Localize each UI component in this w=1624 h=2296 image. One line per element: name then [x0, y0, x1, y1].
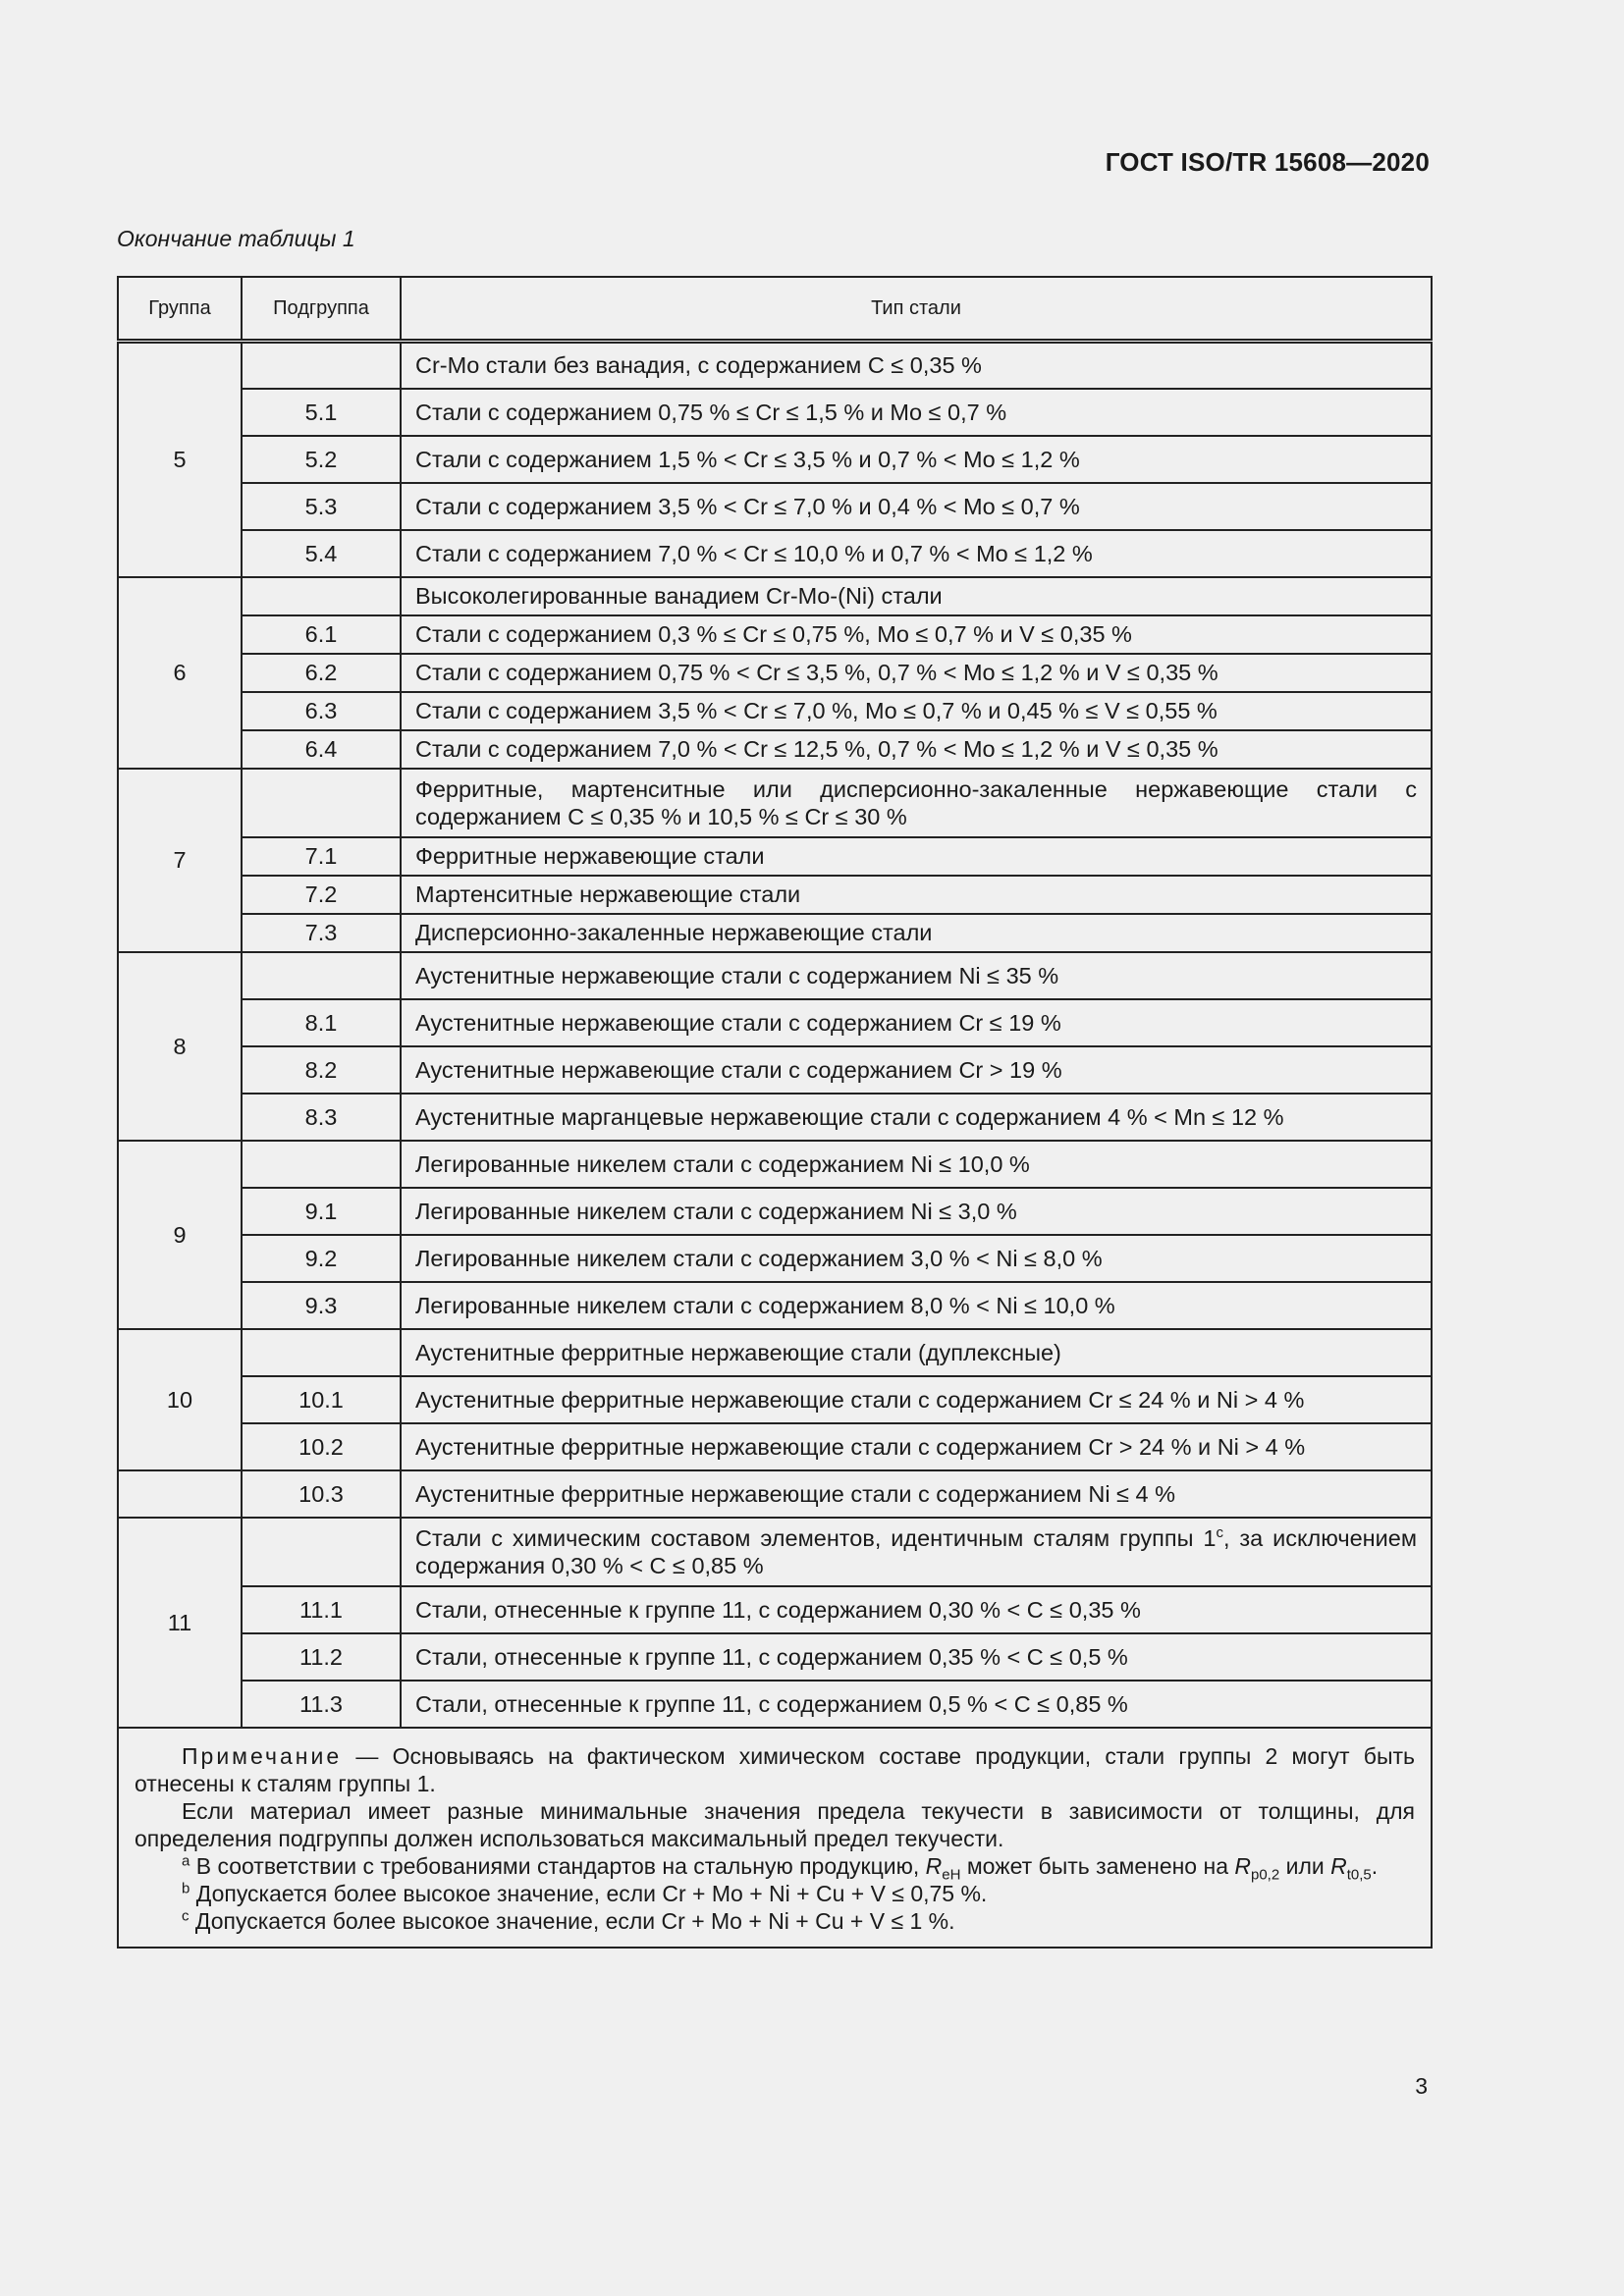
- subgroup-cell: 9.2: [242, 1235, 401, 1282]
- subgroup-cell: 6.1: [242, 615, 401, 654]
- table-header-row: [118, 277, 1432, 342]
- steel-type-cell: Стали, отнесенные к группе 11, с содержанием 0,30 % < C ≤ 0,35 %: [401, 1586, 1432, 1633]
- steel-type-text: Стали с химическим составом элементов, идентичным сталям группы 1: [415, 1524, 1217, 1551]
- subgroup-cell: [242, 1518, 401, 1586]
- footnote-b: [135, 1880, 1415, 1907]
- subgroup-cell: 10.1: [242, 1376, 401, 1423]
- subgroup-cell: [242, 952, 401, 999]
- steel-type-cell: Легированные никелем стали с содержанием Ni ≤ 3,0 %: [401, 1188, 1432, 1235]
- table-row: [118, 1518, 1432, 1586]
- subgroup-cell: 8.2: [242, 1046, 401, 1094]
- footnote-text: В соответствии с требованиями стандартов на стальную продукцию,: [189, 1852, 926, 1879]
- subgroup-cell: 7.3: [242, 914, 401, 952]
- table-row: [118, 1586, 1432, 1633]
- symbol-subscript: t0,5: [1346, 1866, 1372, 1884]
- footnote-mark: c: [1216, 1523, 1223, 1541]
- subgroup-cell: 7.2: [242, 876, 401, 914]
- note-paragraph: [135, 1742, 1415, 1797]
- subgroup-cell: [242, 342, 401, 389]
- group-cell: [118, 1470, 242, 1518]
- steel-type-cell: Мартенситные нержавеющие стали: [401, 876, 1432, 914]
- steel-type-cell: Ферритные нержавеющие стали: [401, 837, 1432, 876]
- subgroup-cell: 9.3: [242, 1282, 401, 1329]
- note-text: — Основываясь на фактическом химическом составе продукции, стали группы 2 могут быть отнесены к сталям группы 1.: [135, 1742, 1415, 1796]
- table-row: [118, 999, 1432, 1046]
- steel-type-cell: Стали, отнесенные к группе 11, с содержанием 0,35 % < C ≤ 0,5 %: [401, 1633, 1432, 1681]
- steel-type-cell: Аустенитные марганцевые нержавеющие стали с содержанием 4 % < Mn ≤ 12 %: [401, 1094, 1432, 1141]
- steel-type-cell: Стали, отнесенные к группе 11, с содержанием 0,5 % < C ≤ 0,85 %: [401, 1681, 1432, 1728]
- footnote-text: .: [1371, 1852, 1379, 1879]
- footnote-mark: c: [182, 1906, 189, 1924]
- footnote-text: Допускается более высокое значение, если Cr + Mo + Ni + Cu + V ≤ 1 %.: [189, 1907, 955, 1934]
- steel-type-cell: Стали с содержанием 3,5 % < Cr ≤ 7,0 % и 0,4 % < Mo ≤ 0,7 %: [401, 483, 1432, 530]
- steel-groups-table: [117, 276, 1433, 1949]
- column-header-subgroup: Подгруппа: [242, 277, 401, 342]
- group-cell: 7: [118, 769, 242, 952]
- steel-type-cell: Аустенитные нержавеющие стали с содержанием Cr > 19 %: [401, 1046, 1432, 1094]
- note-label: Примечание: [182, 1742, 343, 1769]
- subgroup-cell: 8.1: [242, 999, 401, 1046]
- footnote-a: [135, 1851, 1415, 1884]
- subgroup-cell: 11.1: [242, 1586, 401, 1633]
- steel-type-cell: Легированные никелем стали с содержанием 8,0 % < Ni ≤ 10,0 %: [401, 1282, 1432, 1329]
- steel-type-text: , за исключением содержания 0,30 % < C ≤ 0,85 %: [415, 1524, 1417, 1578]
- table-row: [118, 1282, 1432, 1329]
- subgroup-cell: 6.4: [242, 730, 401, 769]
- subgroup-cell: 5.1: [242, 389, 401, 436]
- table-row: [118, 692, 1432, 730]
- steel-type-cell: Стали с содержанием 0,3 % ≤ Cr ≤ 0,75 %, Mo ≤ 0,7 % и V ≤ 0,35 %: [401, 615, 1432, 654]
- subgroup-cell: [242, 769, 401, 837]
- steel-type-cell: Аустенитные ферритные нержавеющие стали с содержанием Ni ≤ 4 %: [401, 1470, 1432, 1518]
- table-row: [118, 1423, 1432, 1470]
- table-row: [118, 1046, 1432, 1094]
- page-number: 3: [1415, 2073, 1428, 2099]
- table-row: [118, 436, 1432, 483]
- subgroup-cell: 8.3: [242, 1094, 401, 1141]
- symbol-subscript: p0,2: [1251, 1866, 1280, 1884]
- subgroup-cell: 10.2: [242, 1423, 401, 1470]
- table-row: [118, 1681, 1432, 1728]
- steel-type-cell: Стали с содержанием 3,5 % < Cr ≤ 7,0 %, Mo ≤ 0,7 % и 0,45 % ≤ V ≤ 0,55 %: [401, 692, 1432, 730]
- footnote-c: [135, 1907, 1415, 1935]
- steel-type-cell: Аустенитные ферритные нержавеющие стали (дуплексные): [401, 1329, 1432, 1376]
- group-cell: 5: [118, 342, 242, 577]
- subgroup-cell: 6.3: [242, 692, 401, 730]
- subgroup-cell: 10.3: [242, 1470, 401, 1518]
- table-row: [118, 1094, 1432, 1141]
- table-row: [118, 914, 1432, 952]
- subgroup-cell: 5.2: [242, 436, 401, 483]
- table-row: [118, 1470, 1432, 1518]
- steel-type-cell: Аустенитные нержавеющие стали с содержанием Cr ≤ 19 %: [401, 999, 1432, 1046]
- subgroup-cell: 7.1: [242, 837, 401, 876]
- subgroup-cell: 6.2: [242, 654, 401, 692]
- footnote-mark: b: [182, 1879, 190, 1896]
- symbol-subscript: eH: [942, 1866, 961, 1884]
- notes-row: [118, 1728, 1432, 1948]
- group-cell: 11: [118, 1518, 242, 1728]
- symbol: R: [1234, 1852, 1251, 1879]
- table-row: [118, 1633, 1432, 1681]
- steel-type-cell: Стали с содержанием 0,75 % < Cr ≤ 3,5 %, 0,7 % < Mo ≤ 1,2 % и V ≤ 0,35 %: [401, 654, 1432, 692]
- subgroup-cell: [242, 577, 401, 615]
- table-row: [118, 769, 1432, 837]
- table-caption: Окончание таблицы 1: [117, 226, 355, 251]
- table-row: [118, 1235, 1432, 1282]
- group-cell: 8: [118, 952, 242, 1141]
- table-row: [118, 654, 1432, 692]
- note-paragraph: Если материал имеет разные минимальные значения предела текучести в зависимости от толщины, для определения подгруппы должен использоваться максимальный предел текучести.: [135, 1797, 1415, 1851]
- footnote-text: Допускается более высокое значение, если Cr + Mo + Ni + Cu + V ≤ 0,75 %.: [189, 1880, 988, 1906]
- table-row: [118, 1376, 1432, 1423]
- steel-type-cell: Аустенитные нержавеющие стали с содержанием Ni ≤ 35 %: [401, 952, 1432, 999]
- table-row: [118, 389, 1432, 436]
- table-row: [118, 342, 1432, 389]
- steel-type-cell: Дисперсионно-закаленные нержавеющие стали: [401, 914, 1432, 952]
- subgroup-cell: 11.3: [242, 1681, 401, 1728]
- symbol: R: [925, 1852, 943, 1879]
- steel-type-cell: Стали с содержанием 7,0 % < Cr ≤ 10,0 % и 0,7 % < Mo ≤ 1,2 %: [401, 530, 1432, 577]
- table-row: [118, 1329, 1432, 1376]
- table-row: [118, 1188, 1432, 1235]
- steel-type-cell: Стали с содержанием 7,0 % < Cr ≤ 12,5 %, 0,7 % < Mo ≤ 1,2 % и V ≤ 0,35 %: [401, 730, 1432, 769]
- symbol: R: [1330, 1852, 1347, 1879]
- column-header-steel-type: Тип стали: [401, 277, 1432, 342]
- subgroup-cell: 5.4: [242, 530, 401, 577]
- table-row: [118, 837, 1432, 876]
- steel-type-cell: Аустенитные ферритные нержавеющие стали с содержанием Cr > 24 % и Ni > 4 %: [401, 1423, 1432, 1470]
- column-header-group: Группа: [118, 277, 242, 342]
- subgroup-cell: 11.2: [242, 1633, 401, 1681]
- footnote-text: может быть заменено на: [960, 1852, 1235, 1879]
- steel-type-cell: Cr-Mo стали без ванадия, с содержанием C ≤ 0,35 %: [401, 342, 1432, 389]
- subgroup-cell: 9.1: [242, 1188, 401, 1235]
- table-row: [118, 577, 1432, 615]
- table-row: [118, 530, 1432, 577]
- steel-type-cell: [401, 1518, 1432, 1586]
- steel-type-cell: Легированные никелем стали с содержанием Ni ≤ 10,0 %: [401, 1141, 1432, 1188]
- group-cell: 9: [118, 1141, 242, 1329]
- steel-type-cell: Ферритные, мартенситные или дисперсионно-закаленные нержавеющие стали с содержанием C ≤ 0,35 % и 10,5 % ≤ Cr ≤ 30 %: [401, 769, 1432, 837]
- table-row: [118, 1141, 1432, 1188]
- group-cell: 10: [118, 1329, 242, 1470]
- steel-type-cell: Стали с содержанием 0,75 % ≤ Cr ≤ 1,5 % и Mo ≤ 0,7 %: [401, 389, 1432, 436]
- table-row: [118, 730, 1432, 769]
- steel-type-cell: Аустенитные ферритные нержавеющие стали с содержанием Cr ≤ 24 % и Ni > 4 %: [401, 1376, 1432, 1423]
- steel-type-cell: Высоколегированные ванадием Cr-Mo-(Ni) стали: [401, 577, 1432, 615]
- table-row: [118, 876, 1432, 914]
- table-row: [118, 952, 1432, 999]
- notes-cell: [118, 1728, 1432, 1948]
- subgroup-cell: 5.3: [242, 483, 401, 530]
- subgroup-cell: [242, 1141, 401, 1188]
- footnote-text: или: [1279, 1852, 1331, 1879]
- table-row: [118, 615, 1432, 654]
- steel-type-cell: Стали с содержанием 1,5 % < Cr ≤ 3,5 % и 0,7 % < Mo ≤ 1,2 %: [401, 436, 1432, 483]
- document-code: ГОСТ ISO/TR 15608—2020: [1105, 147, 1430, 177]
- table-row: [118, 483, 1432, 530]
- steel-type-cell: Легированные никелем стали с содержанием 3,0 % < Ni ≤ 8,0 %: [401, 1235, 1432, 1282]
- subgroup-cell: [242, 1329, 401, 1376]
- footnote-mark: a: [182, 1851, 190, 1869]
- group-cell: 6: [118, 577, 242, 769]
